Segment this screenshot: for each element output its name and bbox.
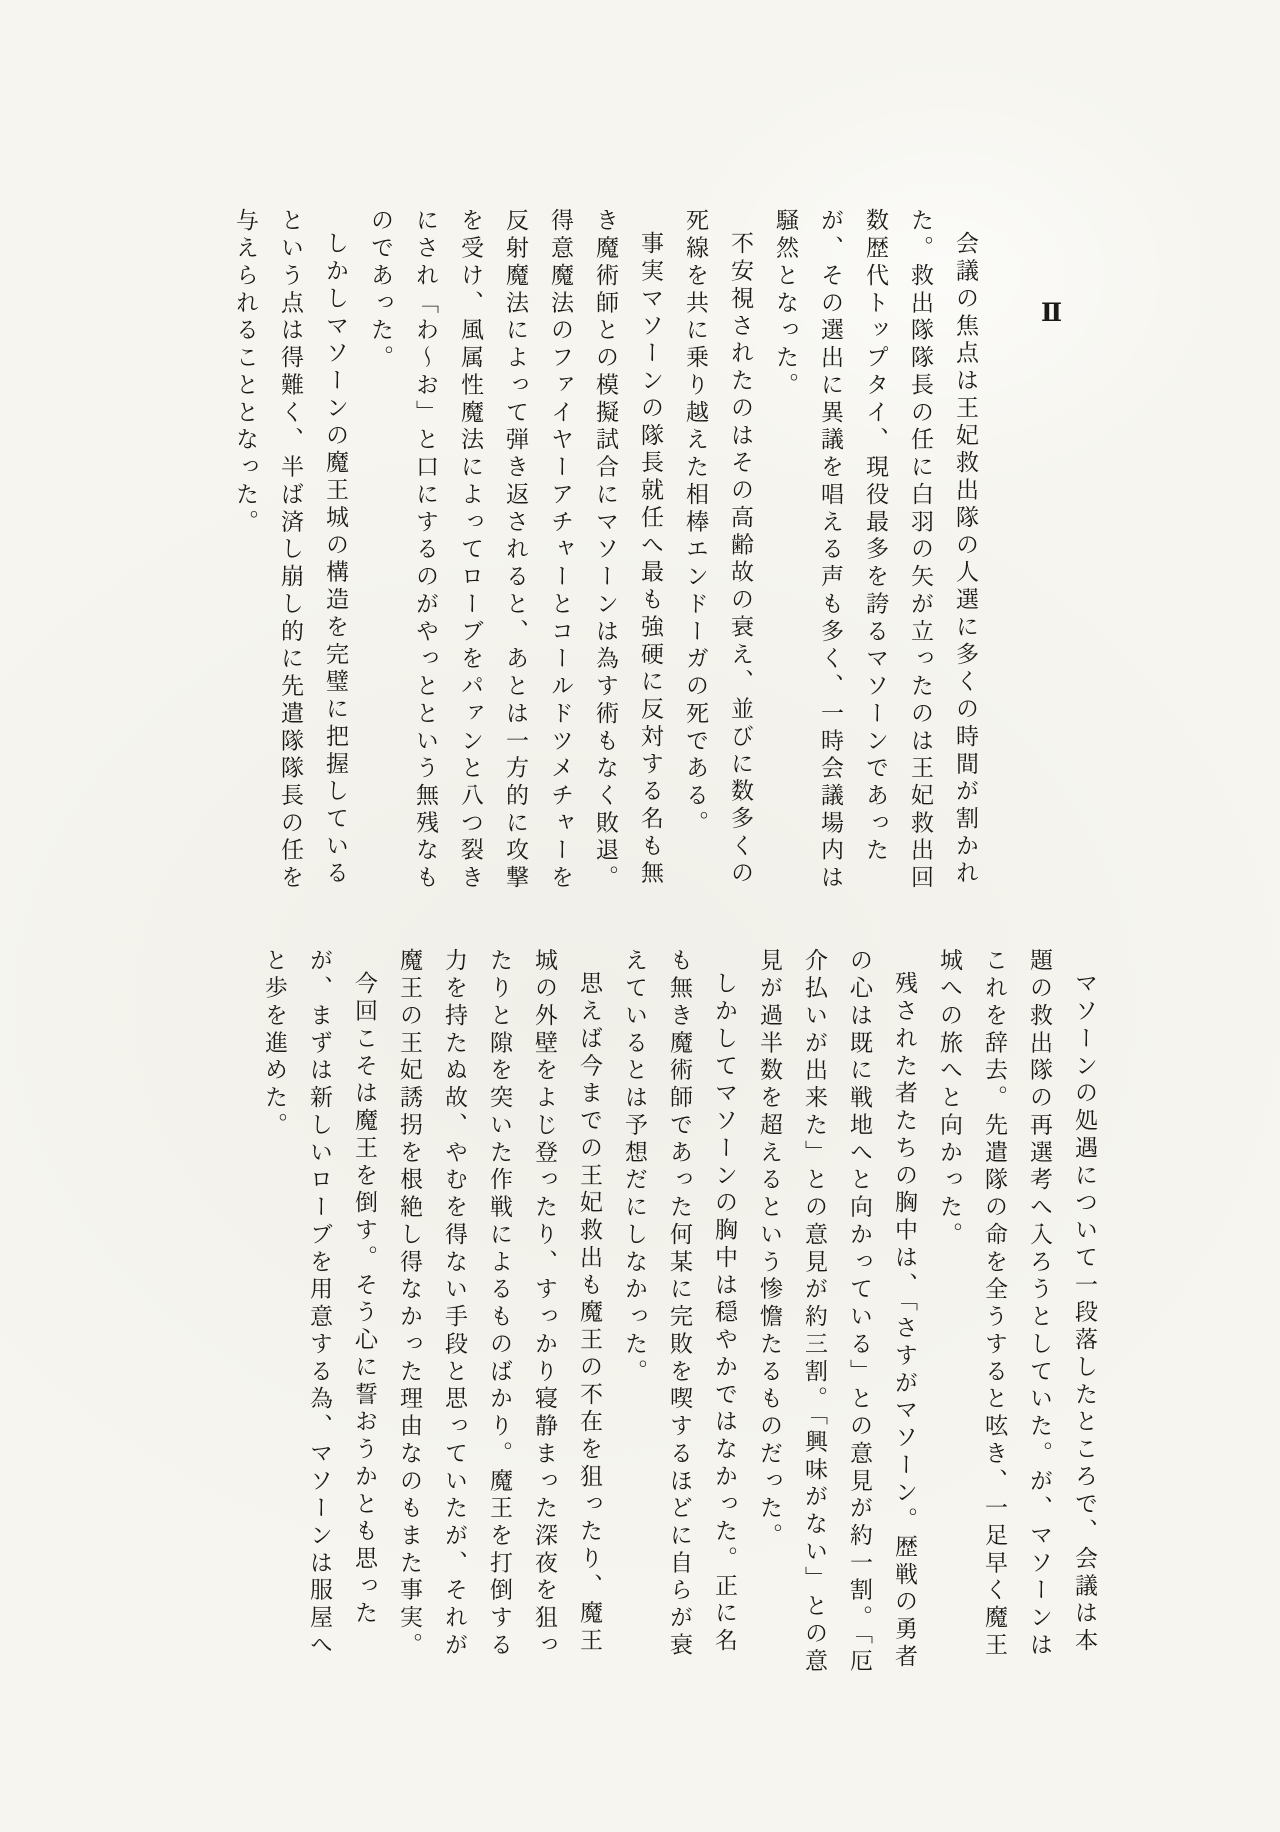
bottom-page-text-block — [251, 948, 1106, 1680]
paragraph: 思えば今までの王妃救出も魔王の不在を狙ったり、魔王城の外壁をよじ登ったり、すっかり寝静まった深夜を狙ったりと隙を突いた作戦によるものばかり。魔王を打倒する力を持たぬ故、やむを得ない手段と思っていたが、それが魔王の王妃誘拐を根絶し得なかった理由なのもまた事実。 — [396, 948, 602, 1660]
paragraph: 事実マソーンの隊長就任へ最も強硬に反対する名も無き魔術師との模擬試合にマソーンは為す術もなく敗退。得意魔法のファイヤーアチャーとコールドツメチャーを反射魔法によって弾き返されると、あとは一方的に攻撃を受け、風属性魔法によってローブをパァンと八つ裂きにされ「わ〜お」と口にするのがやっとという無残なものであった。 — [367, 208, 663, 893]
top-paragraphs — [222, 208, 987, 908]
paragraph: 残された者たちの胸中は、「さすがマソーン。歴戦の勇者の心は既に戦地へと向かっている」との意見が約一割。「厄介払いが出来た」との意見が約三割。「興味がない」との意見が過半数を超えるという惨憺たるものだった。 — [756, 948, 917, 1676]
section-heading-numeral: Ⅱ — [1037, 298, 1066, 327]
top-page-text-block — [222, 208, 1074, 908]
paragraph: 今回こそは魔王を倒す。そう心に誓おうかとも思ったが、まずは新しいローブを用意する為、マソーンは服屋へと歩を進めた。 — [261, 948, 377, 1660]
paragraph: 不安視されたのはその高齢故の衰え、並びに数多くの死線を共に乗り越えた相棒エンドーガの死である。 — [682, 208, 753, 888]
paragraph: マソーンの処遇について一段落したところで、会議は本題の救出隊の再選考へ入ろうとしていた。が、マソーンはこれを辞去。先遣隊の命を全うすると呟き、一足早く魔王城への旅へと向かった。 — [936, 948, 1097, 1660]
bottom-paragraphs — [251, 948, 1106, 1680]
paragraph: 会議の焦点は王妃救出隊の人選に多くの時間が割かれた。救出隊隊長の任に白羽の矢が立ったのは王妃救出回数歴代トップタイ、現役最多を誇るマソーンであったが、その選出に異議を唱える声も多く、一時会議場内は騒然となった。 — [772, 208, 978, 893]
paragraph: しかしマソーンの魔王城の構造を完璧に把握しているという点は得難く、半ば済し崩し的に先遣隊隊長の任を与えられることとなった。 — [232, 208, 348, 893]
paragraph: しかしてマソーンの胸中は穏やかではなかった。正に名も無き魔術師であった何某に完敗を喫するほどに自らが衰えているとは予想だにしなかった。 — [621, 948, 737, 1660]
